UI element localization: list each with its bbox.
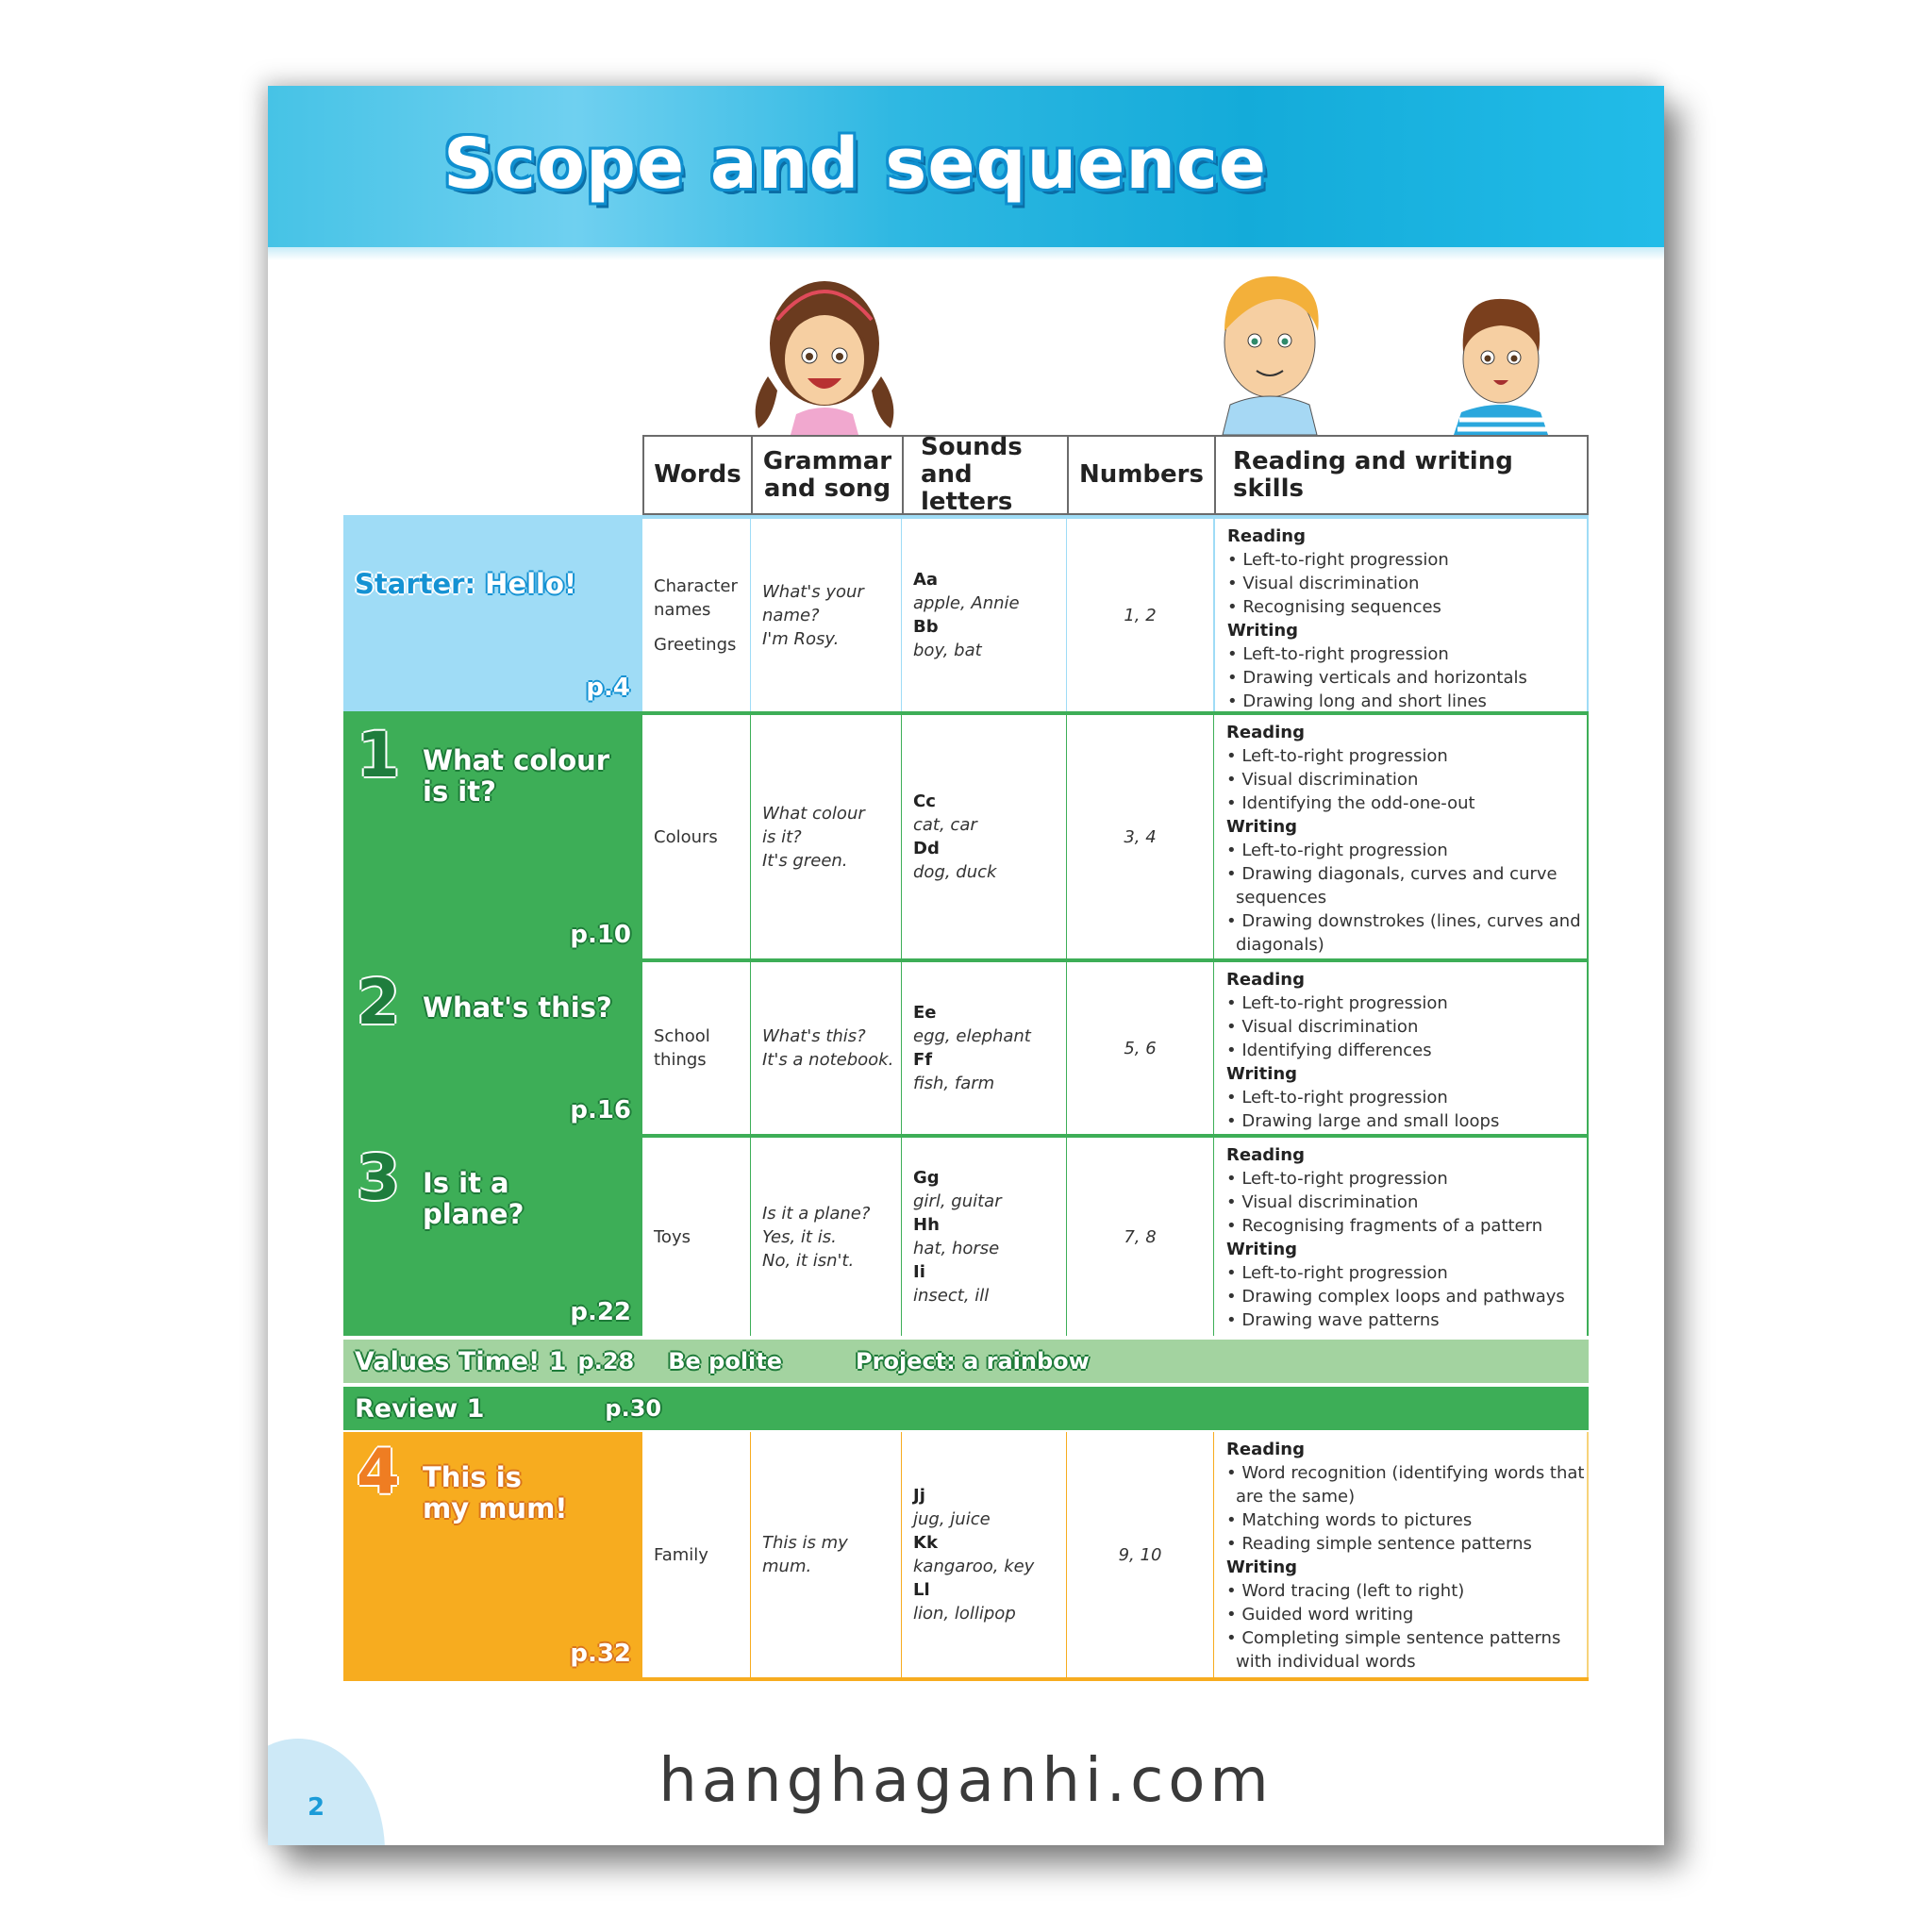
skill-item: • Drawing long and short lines	[1227, 691, 1487, 711]
unit-title: Is it a plane?	[423, 1167, 525, 1230]
unit-4-numbers-cell: 9, 10	[1067, 1432, 1214, 1677]
starter-hello: Hello!	[485, 568, 577, 600]
unit-page-ref: p.22	[570, 1298, 631, 1326]
page-number: 2	[308, 1793, 325, 1822]
values-time-band	[343, 1340, 1589, 1383]
unit-number: 2	[357, 966, 400, 1039]
unit-title: What's this?	[423, 991, 612, 1024]
unit-1-skills-cell: Reading • Left-to-right progression • Visual discrimination • Identifying the odd-one-out Writing • Left-to-right progression • Drawing diagonals, curves and curve sequences • Drawing downstrokes (lines, curves and diagonals)	[1214, 715, 1589, 958]
unit-4-skills-cell: Reading • Word recognition (identifying words that are the same) • Matching words to pictures • Reading simple sentence patterns Writing • Word tracing (left to right) • Guided word writing • Completing simple sentence patterns with individual words	[1214, 1432, 1589, 1677]
unit-number: 4	[357, 1436, 400, 1508]
unit-1-label-cell	[343, 715, 642, 958]
starter-page-ref: p.4	[586, 674, 630, 702]
unit-2-sounds-cell: Ee egg, elephant Ff fish, farm	[902, 962, 1067, 1134]
starter-grammar-cell	[751, 519, 902, 711]
letter-words: boy, bat	[913, 641, 982, 660]
unit-page-ref: p.16	[570, 1096, 631, 1124]
values-time-page-ref: p.28	[577, 1348, 635, 1374]
unit-1-grammar-cell: What colour is it? It's green.	[751, 715, 902, 958]
header-sounds-line2: and letters	[921, 460, 1013, 516]
values-time-label: Values Time! 1	[355, 1346, 567, 1376]
unit-1-sounds-cell: Cc cat, car Dd dog, duck	[902, 715, 1067, 958]
letter-words: apple, Annie	[913, 593, 1020, 613]
words-item: Greetings	[654, 634, 737, 655]
review-band	[343, 1387, 1589, 1430]
grammar-line: What's your	[762, 581, 864, 602]
unit-title: This is my mum!	[423, 1461, 568, 1524]
unit-number: 1	[357, 719, 400, 791]
words-item: Character	[654, 575, 738, 596]
unit-3-row	[343, 1138, 1589, 1336]
unit-page-ref: p.10	[570, 921, 631, 949]
unit-3-numbers-cell: 7, 8	[1067, 1138, 1214, 1336]
unit-4-grammar-cell: This is my mum.	[751, 1432, 902, 1677]
skill-item: • Drawing verticals and horizontals	[1227, 668, 1527, 688]
unit-2-row	[343, 962, 1589, 1138]
unit-2-grammar-cell: What's this? It's a notebook.	[751, 962, 902, 1134]
unit-2-label-cell	[343, 962, 642, 1134]
unit-2-words-cell: School things	[642, 962, 751, 1134]
girl-character-illustration	[730, 273, 919, 435]
unit-3-grammar-cell: Is it a plane? Yes, it is. No, it isn't.	[751, 1138, 902, 1336]
header-grammar	[751, 435, 904, 515]
unit-4-words-cell: Family	[642, 1432, 751, 1677]
grammar-line: name?	[762, 605, 820, 625]
skill-item: • Left-to-right progression	[1227, 550, 1449, 570]
header-grammar-line1: Grammar	[762, 446, 892, 475]
words-item: names	[654, 599, 711, 620]
header-sounds-line1: Sounds	[921, 433, 1023, 461]
unit-1-row	[343, 715, 1589, 962]
unit-4-sounds-cell: Jj jug, juice Kk kangaroo, key Ll lion, lollipop	[902, 1432, 1067, 1677]
skill-item: • Visual discrimination	[1227, 574, 1420, 593]
starter-prefix: Starter:	[355, 568, 476, 600]
blond-boy-character-illustration	[1202, 273, 1343, 435]
unit-number: 3	[357, 1141, 400, 1214]
page-title: Scope and sequence	[443, 124, 1268, 205]
review-label: Review 1	[355, 1393, 485, 1424]
unit-3-skills-cell: Reading • Left-to-right progression • Visual discrimination • Recognising fragments of a pattern Writing • Left-to-right progression • Drawing complex loops and pathways • Drawing wave patterns	[1214, 1138, 1589, 1336]
header-grammar-line2: and song	[763, 474, 891, 503]
writing-heading: Writing	[1227, 621, 1299, 641]
starter-label-cell	[343, 519, 642, 711]
starter-title	[355, 568, 576, 600]
unit-3-sounds-cell: Gg girl, guitar Hh hat, horse Ii insect, ill	[902, 1138, 1067, 1336]
unit-1-numbers-cell: 3, 4	[1067, 715, 1214, 958]
page	[268, 86, 1664, 1845]
reading-heading: Reading	[1227, 526, 1306, 546]
unit-2-skills-cell: Reading • Left-to-right progression • Visual discrimination • Identifying differences Writing • Left-to-right progression • Drawing large and small loops	[1214, 962, 1589, 1134]
starter-words-cell	[642, 519, 751, 711]
starter-sounds-cell	[902, 519, 1067, 711]
values-time-value: Be polite	[668, 1348, 783, 1374]
unit-4-row	[343, 1432, 1589, 1681]
unit-3-label-cell	[343, 1138, 642, 1336]
unit-3-words-cell: Toys	[642, 1138, 751, 1336]
watermark: hanghaganhi.com	[658, 1746, 1274, 1816]
header-words: Words	[642, 435, 753, 515]
review-page-ref: p.30	[605, 1395, 662, 1422]
starter-skills-cell	[1214, 519, 1589, 711]
starter-row	[343, 515, 1589, 715]
unit-2-numbers-cell: 5, 6	[1067, 962, 1214, 1134]
grammar-line: I'm Rosy.	[762, 628, 840, 649]
letter-pair: Bb	[913, 617, 939, 637]
unit-page-ref: p.32	[570, 1640, 631, 1668]
values-time-project: Project: a rainbow	[856, 1348, 1090, 1374]
unit-title: What colour is it?	[423, 744, 610, 808]
header-sounds	[902, 435, 1069, 515]
header-numbers: Numbers	[1067, 435, 1216, 515]
letter-pair: Aa	[913, 570, 939, 590]
unit-1-words-cell: Colours	[642, 715, 751, 958]
header-skills: Reading and writing skills	[1214, 435, 1589, 515]
skill-item: • Left-to-right progression	[1227, 644, 1449, 664]
unit-4-label-cell	[343, 1432, 642, 1677]
title-banner	[268, 86, 1664, 247]
skill-item: • Recognising sequences	[1227, 597, 1441, 617]
starter-numbers-cell: 1, 2	[1067, 519, 1214, 711]
brown-haired-boy-character-illustration	[1442, 273, 1565, 435]
